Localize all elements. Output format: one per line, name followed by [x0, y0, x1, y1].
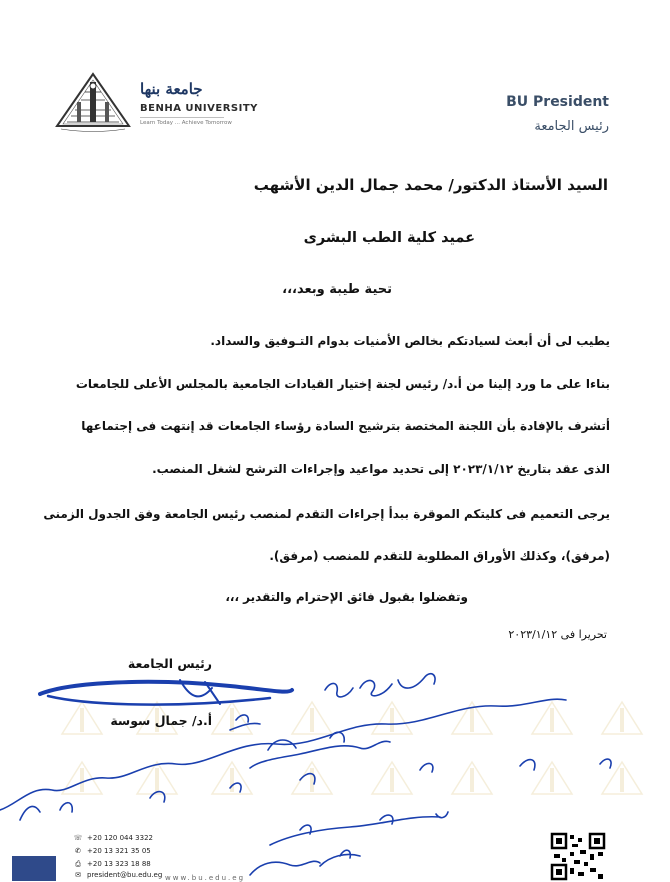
body-line: (مرفق)، وكذلك الأوراق المطلوبة للتقدم للمنصب (مرفق).	[269, 549, 610, 563]
watermark-logo-icon	[210, 760, 254, 796]
office-title-arabic: رئيس الجامعة	[534, 119, 609, 134]
contact-email	[73, 871, 162, 879]
footer-blue-block	[12, 856, 56, 881]
office-title-english: BU President	[506, 94, 609, 110]
phone-icon: ☏	[73, 834, 83, 842]
phone2-text: +20 13 321 35 05	[87, 847, 151, 855]
signature	[30, 668, 300, 718]
email-icon: ✉	[75, 871, 81, 879]
watermark-logo-icon	[600, 700, 644, 736]
watermark-logo-icon	[530, 700, 574, 736]
watermark-logo-icon	[530, 760, 574, 796]
university-tagline: Learn Today ... Achieve Tomorrow	[140, 120, 232, 126]
website: www.bu.edu.eg	[165, 874, 246, 882]
university-name-english: BENHA UNIVERSITY	[140, 103, 258, 114]
addressee-title: عميد كلية الطب البشرى	[303, 230, 475, 246]
body-line: أتشرف بالإفادة بأن اللجنة المختصة بترشيح السادة رؤساء الجامعات قد إنتهت فى إجتماعها	[81, 419, 610, 433]
mobile-icon: ✆	[75, 847, 81, 855]
date-line: تحريرا فى ٢٠٢٣/١/١٢	[508, 628, 607, 641]
watermark-logo-icon	[450, 700, 494, 736]
qr-code-icon	[550, 832, 606, 881]
university-logo-icon	[55, 72, 131, 132]
closing: وتفضلوا بقبول فائق الإحترام والتقدير ،،،	[225, 590, 468, 604]
contact-phone2	[73, 847, 151, 855]
watermark-logo-icon	[60, 760, 104, 796]
body-line: يرجى التعميم فى كليتكم الموقرة ببدأ إجراءات التقدم لمنصب رئيس الجامعة وفق الجدول الزمنى	[43, 507, 610, 521]
greeting: تحية طيبة وبعد،،،	[282, 282, 392, 297]
watermark-logo-icon	[135, 760, 179, 796]
watermark-logo-icon	[370, 760, 414, 796]
fax-icon: ⎙	[75, 860, 81, 868]
body-line: بناءا على ما ورد إلينا من أ.د/ رئيس لجنة إختيار القيادات الجامعية بالمجلس الأعلى للجامعات	[75, 377, 610, 391]
signatory-title: رئيس الجامعة	[127, 656, 212, 671]
body-line: يطيب لى أن أبعث لسيادتكم بخالص الأمنيات بدوام التـوفيق والسداد.	[210, 334, 610, 348]
watermark-logo-icon	[370, 700, 414, 736]
addressee: السيد الأستاذ الدكتور/ محمد جمال الدين الأشهب	[253, 176, 608, 194]
fax-text: +20 13 323 18 88	[87, 860, 151, 868]
watermark-logo-icon	[600, 760, 644, 796]
header-divider	[140, 117, 224, 118]
email-text: president@bu.edu.eg	[87, 871, 163, 879]
contact-phone1	[73, 834, 153, 842]
watermark-row	[0, 760, 670, 800]
contact-fax	[73, 860, 151, 869]
phone1-text: +20 120 044 3322	[87, 834, 153, 842]
watermark-logo-icon	[290, 760, 334, 796]
university-name-arabic: جامعة بنها	[140, 80, 203, 98]
body-line: الذى عقد بتاريخ ٢٠٢٣/١/١٢ إلى تحديد مواعيد وإجراءات الترشح لشغل المنصب.	[152, 462, 610, 476]
watermark-logo-icon	[450, 760, 494, 796]
signatory-name: أ.د/ جمال سوسة	[110, 713, 212, 728]
